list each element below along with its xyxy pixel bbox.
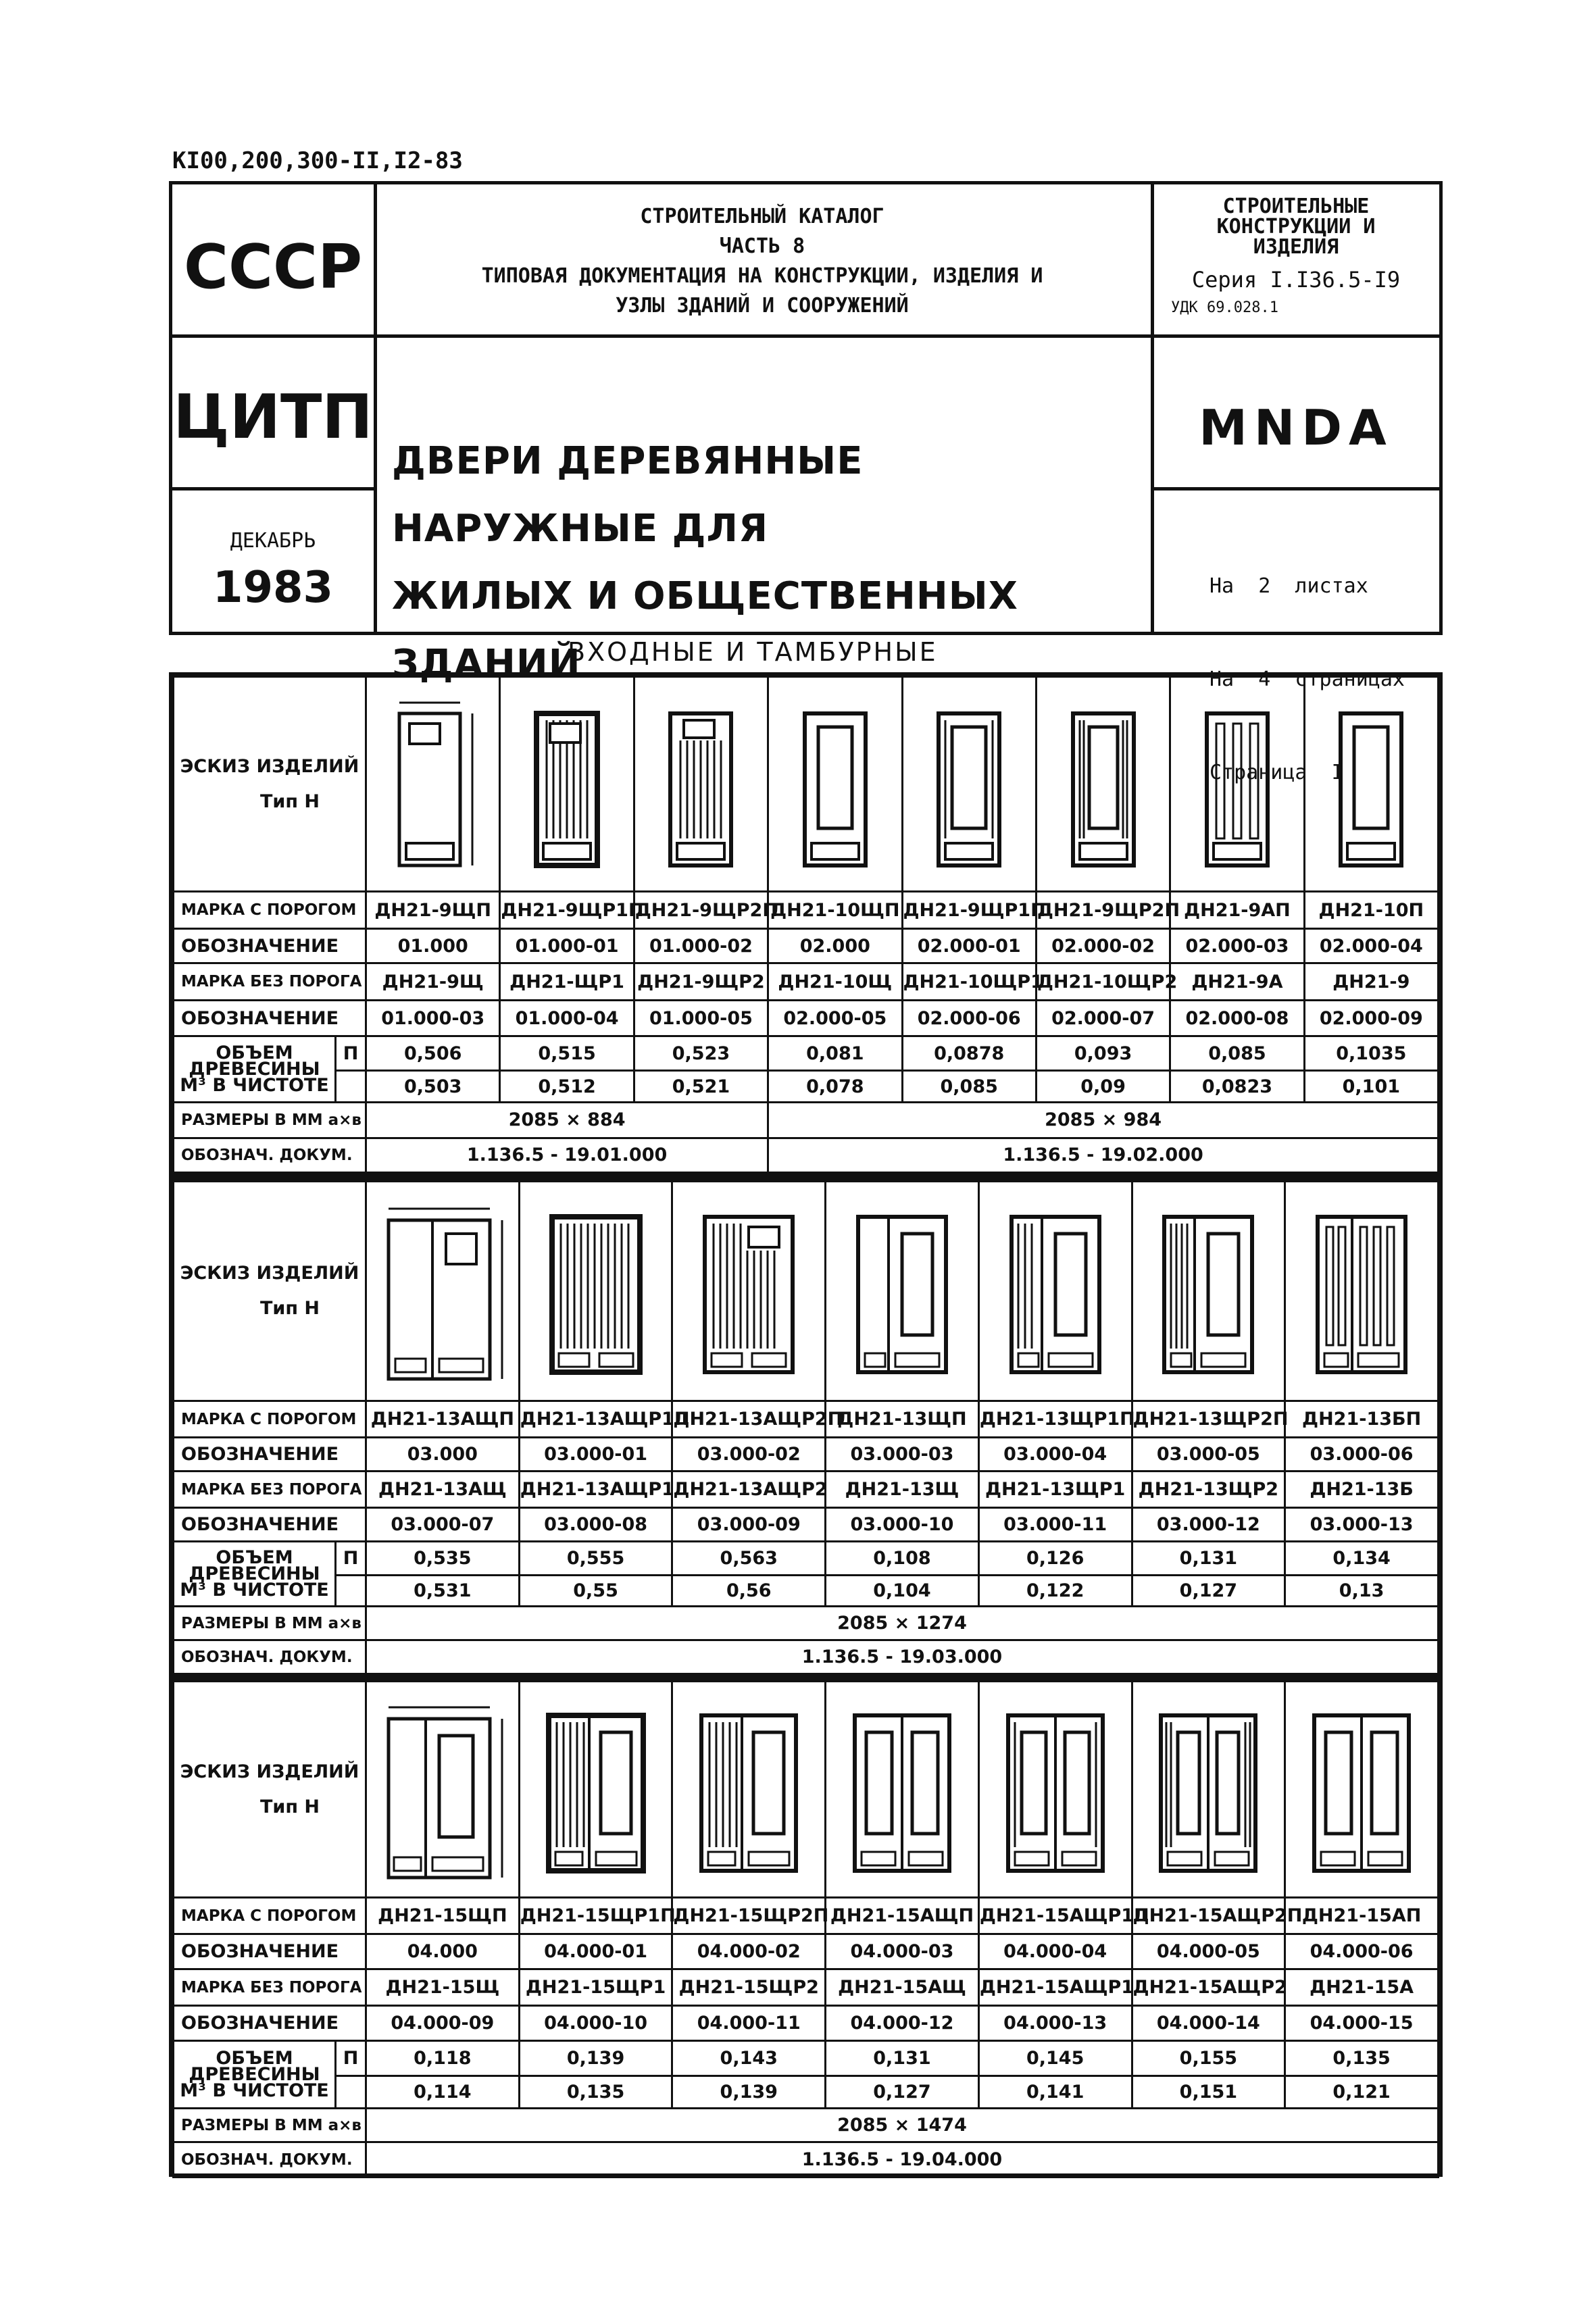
designation-cell: 03.000-02	[672, 1438, 826, 1472]
catalog-info	[374, 202, 1151, 321]
designation-cell: 03.000-10	[826, 1508, 979, 1542]
mark-cell: ДН21-15ЩР1П	[519, 1898, 672, 1934]
label-sizes: РАЗМЕРЫ В ММ а×в	[174, 2109, 366, 2142]
door-sketch	[826, 1682, 979, 1898]
designation-cell: 01.000-03	[366, 1001, 500, 1036]
mark-cell: ДН21-13АЩР2	[672, 1472, 826, 1508]
designation-cell: 03.000-13	[1285, 1508, 1439, 1542]
volume-cell: 0,503	[366, 1071, 500, 1103]
label-volume	[174, 1542, 336, 1607]
mark-cell: ДН21-10ЩП	[768, 892, 902, 929]
mark-cell: ДН21-9А	[1170, 963, 1304, 1001]
designation-cell: 02.000-03	[1170, 929, 1304, 963]
mark-cell: ДН21-10П	[1304, 892, 1438, 929]
door-sketch	[500, 677, 634, 892]
designation-cell: 04.000-05	[1132, 1934, 1285, 1969]
designation-cell: 04.000-10	[519, 2006, 672, 2041]
volume-cell: 0,151	[1132, 2076, 1285, 2109]
volume-cell: 0,09	[1036, 1071, 1170, 1103]
designation-cell: 03.000-08	[519, 1508, 672, 1542]
catalog-line-2: ЧАСТЬ 8	[719, 234, 805, 258]
volume-cell: 0,131	[826, 2041, 979, 2076]
volume-cell: 0,085	[902, 1071, 1036, 1103]
designation-cell: 02.000	[768, 929, 902, 963]
volume-cell: 0,114	[366, 2076, 520, 2109]
designation-cell: 04.000	[366, 1934, 520, 1969]
mark-cell: ДН21-10ЩР2	[1036, 963, 1170, 1001]
mark-cell: ДН21-15АЩР1П	[978, 1898, 1132, 1934]
sketch-label-line2: Тип Н	[260, 790, 320, 812]
mark-cell: ДН21-13ЩР1П	[978, 1401, 1132, 1438]
designation-cell: 04.000-14	[1132, 2006, 1285, 2041]
mark-cell: ДН21-13АЩП	[366, 1401, 520, 1438]
sizes-cell: 2085 × 984	[768, 1102, 1439, 1138]
mark-cell: ДН21-15А	[1285, 1969, 1439, 2006]
label-sizes: РАЗМЕРЫ В ММ а×в	[174, 1607, 366, 1640]
designation-cell: 04.000-11	[672, 2006, 826, 2041]
sheets-count: На 2 листах	[1210, 574, 1368, 598]
volume-cell: 0,081	[768, 1036, 902, 1071]
designation-cell: 02.000-04	[1304, 929, 1438, 963]
door-sketch	[366, 1182, 520, 1401]
series: Серия I.I36.5-I9	[1191, 267, 1401, 293]
volume-cell: 0,121	[1285, 2076, 1439, 2109]
title-line-1: ДВЕРИ ДЕРЕВЯННЫЕ НАРУЖНЫЕ ДЛЯ	[392, 439, 864, 551]
door-sketch	[1036, 677, 1170, 892]
designation-cell: 04.000-15	[1285, 2006, 1439, 2041]
sketch-label-line1: ЭСКИЗ ИЗДЕЛИЙ	[180, 1263, 359, 1284]
volume-cell: 0,134	[1285, 1542, 1439, 1576]
volume-cell: 0,55	[519, 1576, 672, 1607]
volume-cell: 0,104	[826, 1576, 979, 1607]
volume-cell: 0,101	[1304, 1071, 1438, 1103]
volume-cell: 0,145	[978, 2041, 1132, 2076]
volume-line1: ОБЪЕМ	[216, 2047, 293, 2069]
right-line-1: СТРОИТЕЛЬНЫЕ	[1222, 195, 1370, 218]
mark-cell: ДН21-13АЩР2П	[672, 1401, 826, 1438]
designation-cell: 02.000-02	[1036, 929, 1170, 963]
volume-cell: 0,0878	[902, 1036, 1036, 1071]
catalog-line-4: УЗЛЫ ЗДАНИЙ И СООРУЖЕНИЙ	[616, 294, 909, 318]
mark-cell: ДН21-9ЩР2П	[634, 892, 768, 929]
door-sketch	[768, 677, 902, 892]
designation-cell: 03.000-11	[978, 1508, 1132, 1542]
volume-cell: 0,0823	[1170, 1071, 1304, 1103]
block-2-table	[172, 1180, 1439, 1675]
label-designation: ОБОЗНАЧЕНИЕ	[174, 2006, 366, 2041]
volume-line3: М³ В ЧИСТОТЕ	[180, 1074, 329, 1096]
org-ussr: СССР	[183, 232, 363, 303]
designation-cell: 04.000-13	[978, 2006, 1132, 2041]
sketch-label	[174, 1682, 366, 1898]
volume-line1: ОБЪЕМ	[216, 1042, 293, 1063]
mark-cell: ДН21-9	[1304, 963, 1438, 1001]
label-volume	[174, 1036, 336, 1103]
door-sketch	[1285, 1682, 1439, 1898]
designation-cell: 01.000-05	[634, 1001, 768, 1036]
volume-cell: 0,139	[519, 2041, 672, 2076]
designation-cell: 04.000-06	[1285, 1934, 1439, 1969]
label-doc: ОБОЗНАЧ. ДОКУМ.	[174, 1640, 366, 1674]
volume-cell: 0,093	[1036, 1036, 1170, 1071]
mark-cell: ДН21-9Щ	[366, 963, 500, 1001]
label-mark-threshold: МАРКА С ПОРОГОМ	[174, 1898, 366, 1934]
doc-cell: 1.136.5 - 19.03.000	[366, 1640, 1439, 1674]
mark-cell: ДН21-15Щ	[366, 1969, 520, 2006]
volume-line2: ДРЕВЕСИНЫ	[189, 2063, 320, 2085]
volume-cell: 0,127	[1132, 1576, 1285, 1607]
door-sketch	[1132, 1182, 1285, 1401]
volume-cell: 0,506	[366, 1036, 500, 1071]
door-sketch	[902, 677, 1036, 892]
sketch-label-line1: ЭСКИЗ ИЗДЕЛИЙ	[180, 1761, 359, 1782]
label-p: П	[336, 1036, 366, 1071]
label-designation: ОБОЗНАЧЕНИЕ	[174, 1508, 366, 1542]
designation-cell: 04.000-01	[519, 1934, 672, 1969]
volume-line2: ДРЕВЕСИНЫ	[189, 1563, 320, 1584]
designation-cell: 04.000-09	[366, 2006, 520, 2041]
designation-cell: 03.000-03	[826, 1438, 979, 1472]
volume-line3: М³ В ЧИСТОТЕ	[180, 2080, 329, 2101]
designation-cell: 01.000	[366, 929, 500, 963]
designation-cell: 03.000	[366, 1438, 520, 1472]
block-3-table	[172, 1680, 1439, 2178]
volume-cell: 0,56	[672, 1576, 826, 1607]
label-volume	[174, 2041, 336, 2109]
volume-cell: 0,108	[826, 1542, 979, 1576]
mark-cell: ДН21-9ЩР1П	[500, 892, 634, 929]
volume-cell: 0,118	[366, 2041, 520, 2076]
volume-cell: 0,139	[672, 2076, 826, 2109]
mark-cell: ДН21-15АЩ	[826, 1969, 979, 2006]
volume-line3: М³ В ЧИСТОТЕ	[180, 1579, 329, 1601]
volume-cell: 0,531	[366, 1576, 520, 1607]
volume-cell: 0,521	[634, 1071, 768, 1103]
volume-cell: 0,515	[500, 1036, 634, 1071]
designation-cell: 03.000-12	[1132, 1508, 1285, 1542]
mark-cell: ДН21-15ЩР1	[519, 1969, 672, 2006]
mark-cell: ДН21-9ЩР2	[634, 963, 768, 1001]
sketch-label	[174, 1182, 366, 1401]
mark-cell: ДН21-15АЩП	[826, 1898, 979, 1934]
label-designation: ОБОЗНАЧЕНИЕ	[174, 1934, 366, 1969]
door-sketch	[1304, 677, 1438, 892]
designation-cell: 02.000-05	[768, 1001, 902, 1036]
label-doc: ОБОЗНАЧ. ДОКУМ.	[174, 2142, 366, 2178]
mark-cell: ДН21-13ЩР1	[978, 1472, 1132, 1508]
door-sketch	[826, 1182, 979, 1401]
door-sketch	[366, 1682, 520, 1898]
label-sizes: РАЗМЕРЫ В ММ а×в	[174, 1102, 366, 1138]
designation-cell: 04.000-02	[672, 1934, 826, 1969]
label-mark-threshold: МАРКА С ПОРОГОМ	[174, 892, 366, 929]
mark-cell: ДН21-15АЩР2	[1132, 1969, 1285, 2006]
volume-cell: 0,135	[1285, 2041, 1439, 2076]
mark-cell: ДН21-9ЩР2П	[1036, 892, 1170, 929]
volume-cell: 0,555	[519, 1542, 672, 1576]
block-3	[169, 1677, 1443, 2177]
door-sketch	[978, 1682, 1132, 1898]
document-code: КI00,200,300-II,I2-83	[172, 147, 463, 174]
doc-cell: 1.136.5 - 19.01.000	[366, 1138, 768, 1172]
designation-cell: 02.000-09	[1304, 1001, 1438, 1036]
doc-cell: 1.136.5 - 19.02.000	[768, 1138, 1439, 1172]
mark-cell: ДН21-15ЩР2	[672, 1969, 826, 2006]
designation-cell: 04.000-03	[826, 1934, 979, 1969]
designation-cell: 01.000-04	[500, 1001, 634, 1036]
designation-cell: 01.000-01	[500, 929, 634, 963]
volume-cell: 0,141	[978, 2076, 1132, 2109]
label-doc: ОБОЗНАЧ. ДОКУМ.	[174, 1138, 366, 1172]
label-designation: ОБОЗНАЧЕНИЕ	[174, 1438, 366, 1472]
block-1	[169, 672, 1443, 1177]
label-mark-no-threshold: МАРКА БЕЗ ПОРОГА	[174, 963, 366, 1001]
volume-cell: 0,078	[768, 1071, 902, 1103]
volume-cell: 0,535	[366, 1542, 520, 1576]
volume-cell: 0,13	[1285, 1576, 1439, 1607]
volume-cell: 0,122	[978, 1576, 1132, 1607]
volume-cell: 0,143	[672, 2041, 826, 2076]
designation-cell: 03.000-09	[672, 1508, 826, 1542]
catalog-line-1: СТРОИТЕЛЬНЫЙ КАТАЛОГ	[640, 205, 884, 228]
sizes-cell: 2085 × 1274	[366, 1607, 1439, 1640]
mark-cell: ДН21-15АЩР1	[978, 1969, 1132, 2006]
mark-cell: ДН21-15АЩР2П	[1132, 1898, 1285, 1934]
volume-cell: 0,563	[672, 1542, 826, 1576]
label-p: П	[336, 1542, 366, 1576]
volume-cell: 0,131	[1132, 1542, 1285, 1576]
sizes-cell: 2085 × 1474	[366, 2109, 1439, 2142]
label-p: П	[336, 2041, 366, 2076]
title-line-2: ЖИЛЫХ И ОБЩЕСТВЕННЫХ ЗДАНИЙ	[392, 574, 1018, 686]
mark-cell: ДН21-ЩР1	[500, 963, 634, 1001]
sketch-label	[174, 677, 366, 892]
designation-cell: 04.000-04	[978, 1934, 1132, 1969]
designation-cell: 03.000-07	[366, 1508, 520, 1542]
pages-count: На 4 страницах	[1210, 668, 1405, 691]
designation-cell: 02.000-01	[902, 929, 1036, 963]
mark-cell: ДН21-10ЩР1	[902, 963, 1036, 1001]
volume-cell: 0,085	[1170, 1036, 1304, 1071]
volume-line1: ОБЪЕМ	[216, 1546, 293, 1568]
designation-cell: 03.000-06	[1285, 1438, 1439, 1472]
month: ДЕКАБРЬ	[230, 529, 316, 553]
designation-cell: 01.000-02	[634, 929, 768, 963]
block-2	[169, 1177, 1443, 1677]
udk: УДК 69.028.1	[1171, 299, 1278, 316]
volume-cell: 0,155	[1132, 2041, 1285, 2076]
volume-cell: 0,512	[500, 1071, 634, 1103]
mark-cell: ДН21-9ЩР1П	[902, 892, 1036, 929]
volume-line2: ДРЕВЕСИНЫ	[189, 1058, 320, 1080]
label-designation: ОБОЗНАЧЕНИЕ	[174, 929, 366, 963]
mark-cell: ДН21-13АЩР1П	[519, 1401, 672, 1438]
volume-cell: 0,135	[519, 2076, 672, 2109]
mark-cell: ДН21-13ЩР2П	[1132, 1401, 1285, 1438]
designation-cell: 02.000-07	[1036, 1001, 1170, 1036]
mark-cell: ДН21-15ЩР2П	[672, 1898, 826, 1934]
designation-cell: 03.000-05	[1132, 1438, 1285, 1472]
year: 1983	[212, 563, 334, 613]
mark-cell: ДН21-15ЩП	[366, 1898, 520, 1934]
designation-cell: 03.000-04	[978, 1438, 1132, 1472]
door-sketch	[1170, 677, 1304, 892]
mark-cell: ДН21-15АП	[1285, 1898, 1439, 1934]
mark-cell: ДН21-13ЩП	[826, 1401, 979, 1438]
blank-cell	[336, 1071, 366, 1103]
designation-cell: 02.000-06	[902, 1001, 1036, 1036]
door-sketch	[1132, 1682, 1285, 1898]
sketch-label-line2: Тип Н	[260, 1796, 320, 1817]
door-sketch	[672, 1182, 826, 1401]
sizes-cell: 2085 × 884	[366, 1102, 768, 1138]
label-mark-no-threshold: МАРКА БЕЗ ПОРОГА	[174, 1472, 366, 1508]
mark-cell: ДН21-13БП	[1285, 1401, 1439, 1438]
volume-cell: 0,126	[978, 1542, 1132, 1576]
designation-cell: 02.000-08	[1170, 1001, 1304, 1036]
door-sketch	[978, 1182, 1132, 1401]
designation-cell: 04.000-12	[826, 2006, 979, 2041]
mark-cell: ДН21-9ЩП	[366, 892, 500, 929]
designation-cell: 03.000-01	[519, 1438, 672, 1472]
mark-cell: ДН21-13Щ	[826, 1472, 979, 1508]
blank-cell	[336, 2076, 366, 2109]
right-line-2: КОНСТРУКЦИИ И	[1216, 215, 1376, 238]
door-sketch	[519, 1182, 672, 1401]
mark-cell: ДН21-13АЩР1	[519, 1472, 672, 1508]
right-line-3: ИЗДЕЛИЯ	[1253, 235, 1339, 259]
doc-cell: 1.136.5 - 19.04.000	[366, 2142, 1439, 2178]
volume-cell: 0,127	[826, 2076, 979, 2109]
label-designation: ОБОЗНАЧЕНИЕ	[174, 1001, 366, 1036]
mark-cell: ДН21-13Б	[1285, 1472, 1439, 1508]
mark-cell: ДН21-10Щ	[768, 963, 902, 1001]
catalog-line-3: ТИПОВАЯ ДОКУМЕНТАЦИЯ НА КОНСТРУКЦИИ, ИЗДЕЛИЯ И	[481, 264, 1043, 288]
label-mark-threshold: МАРКА С ПОРОГОМ	[174, 1401, 366, 1438]
door-sketch	[1285, 1182, 1439, 1401]
section-title: ВХОДНЫЕ И ТАМБУРНЫЕ	[568, 637, 938, 667]
sketch-label-line1: ЭСКИЗ ИЗДЕЛИЙ	[180, 755, 359, 777]
door-sketch	[634, 677, 768, 892]
mark-cell: ДН21-13ЩР2	[1132, 1472, 1285, 1508]
block-1-table	[172, 676, 1439, 1174]
mark-code: MNDA	[1199, 399, 1393, 456]
door-sketch	[519, 1682, 672, 1898]
volume-cell: 0,1035	[1304, 1036, 1438, 1071]
page-number: Страница I	[1210, 761, 1344, 784]
sketch-label-line2: Тип Н	[260, 1298, 320, 1319]
door-sketch	[366, 677, 500, 892]
org-citp: ЦИТП	[173, 382, 373, 453]
mark-cell: ДН21-9АП	[1170, 892, 1304, 929]
mark-cell: ДН21-13АЩ	[366, 1472, 520, 1508]
right-header	[1151, 197, 1441, 257]
door-sketch	[672, 1682, 826, 1898]
volume-cell: 0,523	[634, 1036, 768, 1071]
blank-cell	[336, 1576, 366, 1607]
label-mark-no-threshold: МАРКА БЕЗ ПОРОГА	[174, 1969, 366, 2006]
